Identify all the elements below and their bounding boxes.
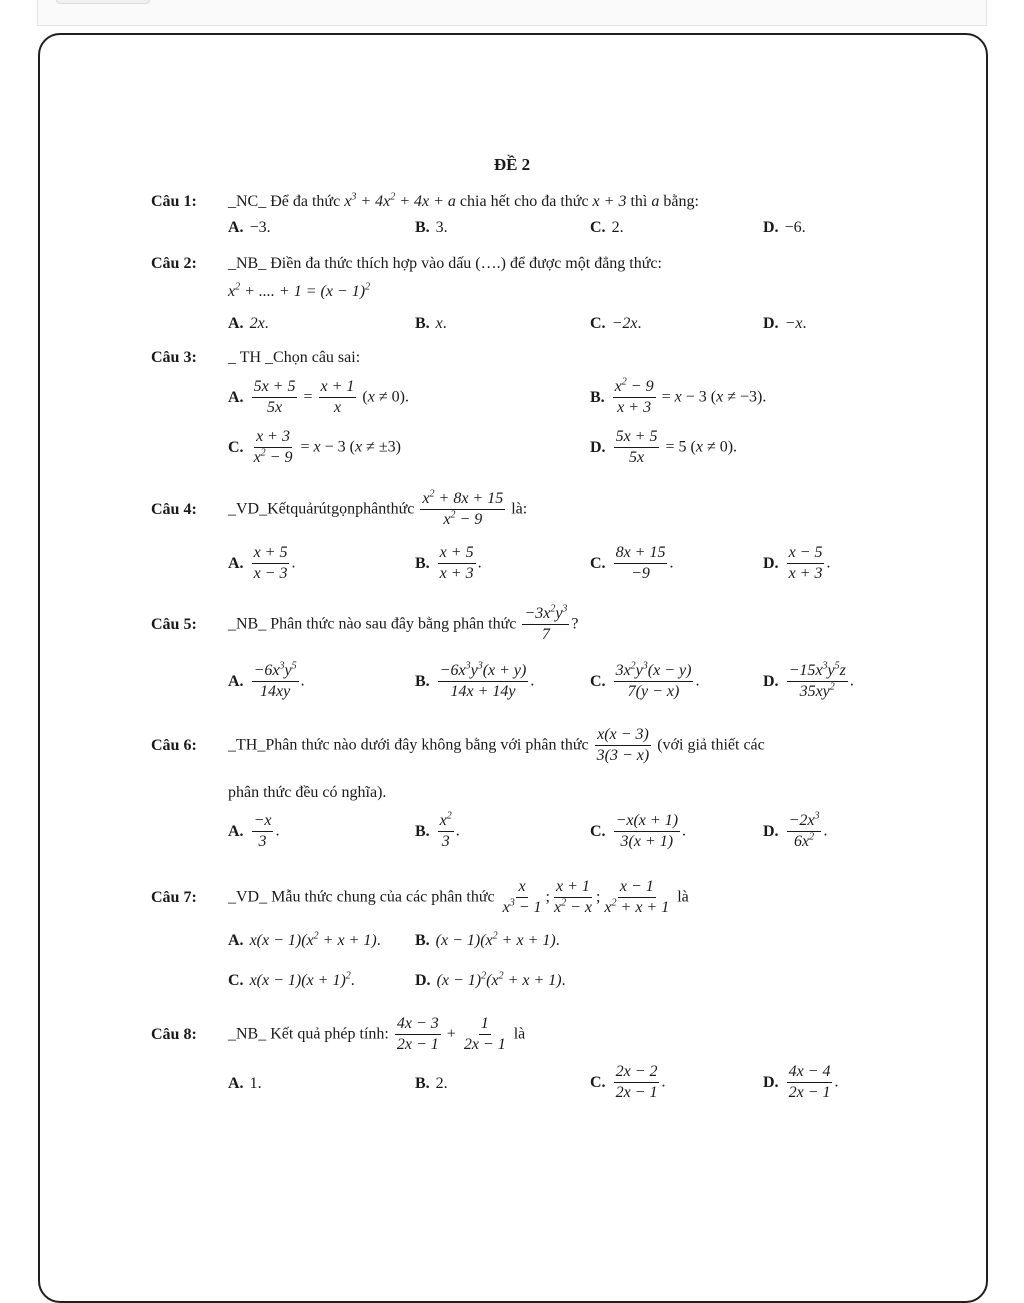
option-c[interactable]: C. $\frac{3x^2y^3(x - y)}{7(y - x)}$ . [590, 660, 700, 701]
option-d[interactable]: D. $(x - 1)^2(x^2 + x + 1)$. [415, 970, 566, 989]
question-8: Câu 8: _NB_ Kết quả phép tính: $\frac{4x - 3}{2x - 1}$ + $\frac{1}{2x - 1}$ là [151, 1015, 526, 1054]
question-label: Câu 2: [151, 255, 197, 272]
option-b[interactable]: B. $\frac{-6x^3y^3(x + y)}{14x + 14y}$ . [415, 660, 535, 701]
toolbar-tab[interactable] [56, 0, 150, 4]
option-c[interactable]: C. $\frac{x + 3}{x^2 - 9}$ = x − 3 (x ≠ ±3) [228, 428, 401, 467]
question-5: Câu 5: _NB_ Phân thức nào sau đây bằng phân thức $\frac{-3x^2y^3}{7}$ ? [151, 603, 579, 644]
question-label: Câu 5: [151, 615, 197, 633]
question-2: Câu 2: _NB_ Điền đa thức thích hợp vào dấu (….) để được một đẳng thức: [151, 255, 662, 272]
option-c[interactable]: C. $x(x - 1)(x + 1)^2$. [228, 970, 355, 989]
option-c[interactable]: C. −2x. [590, 315, 642, 332]
option-a[interactable]: A. $\frac{-x}{3}$ . [228, 812, 280, 851]
option-b[interactable]: B. x. [415, 315, 447, 332]
question-4: Câu 4: _VD_Kếtquảrútgọnphânthức $\frac{x^2 + 8x + 15}{x^2 - 9}$ là: [151, 488, 528, 529]
option-c[interactable]: C. $\frac{-x(x + 1)}{3(x + 1)}$ . [590, 812, 687, 851]
option-d[interactable]: D. $\frac{-15x^3y^5z}{35xy^2}$ . [763, 660, 854, 701]
top-toolbar [37, 0, 987, 26]
option-a[interactable]: A. 2x. [228, 315, 269, 332]
option-d[interactable]: D. $\frac{x - 5}{x + 3}$ . [763, 544, 831, 583]
option-b[interactable]: B. $\frac{x + 5}{x + 3}$ . [415, 544, 482, 583]
question-6: Câu 6: _TH_Phân thức nào dưới đây không bằng với phân thức $\frac{x(x - 3)}{3(3 - x)}$ (với giả thiết các [151, 726, 765, 765]
exam-title: ĐỀ 2 [493, 155, 531, 174]
question-label: Câu 4: [151, 500, 197, 518]
question-1: Câu 1: _NC_ Để đa thức $x^3 + 4x^2 + 4x + a$ chia hết cho đa thức x + 3 thì a bằng: [151, 191, 699, 210]
option-a[interactable]: A. $\frac{5x + 5}{5x}$ = $\frac{x + 1}{x}$ (x ≠ 0). [228, 378, 409, 417]
option-b[interactable]: B. $(x - 1)(x^2 + x + 1)$. [415, 930, 560, 949]
question-label: Câu 3: [151, 349, 197, 366]
question-2-expression: $x^2$ + .... + $1 = (x - 1)^2$ [228, 281, 371, 300]
option-a[interactable]: A. −3. [228, 219, 271, 236]
option-b[interactable]: B. 3. [415, 219, 448, 236]
option-d[interactable]: D. $\frac{5x + 5}{5x}$ = 5 (x ≠ 0). [590, 428, 738, 467]
option-c[interactable]: C. $\frac{2x - 2}{2x - 1}$ . [590, 1063, 666, 1102]
option-c[interactable]: C. 2. [590, 219, 624, 236]
option-c[interactable]: C. $\frac{8x + 15}{-9}$ . [590, 544, 674, 583]
option-b[interactable]: B. 2. [415, 1075, 448, 1092]
option-a[interactable]: A. $\frac{x + 5}{x - 3}$ . [228, 544, 296, 583]
question-label: Câu 8: [151, 1025, 197, 1043]
option-a[interactable]: A. $x(x - 1)(x^2 + x + 1)$. [228, 930, 381, 949]
question-6-continuation: phân thức đều có nghĩa). [228, 784, 387, 801]
option-b[interactable]: B. $\frac{x^2 - 9}{x + 3}$ = x − 3 (x ≠ −3). [590, 376, 767, 417]
question-label: Câu 1: [151, 193, 197, 210]
option-d[interactable]: D. −6. [763, 219, 806, 236]
option-a[interactable]: A. $\frac{-6x^3y^5}{14xy}$ . [228, 660, 305, 701]
option-a[interactable]: A. 1. [228, 1075, 262, 1092]
option-b[interactable]: B. $\frac{x^2}{3}$ . [415, 810, 460, 851]
option-d[interactable]: D. $\frac{-2x^3}{6x^2}$ . [763, 810, 828, 851]
question-label: Câu 7: [151, 888, 197, 906]
question-label: Câu 6: [151, 736, 197, 754]
option-d[interactable]: D. −x. [763, 315, 807, 332]
option-d[interactable]: D. $\frac{4x - 4}{2x - 1}$ . [763, 1063, 839, 1102]
question-7: Câu 7: _VD_ Mẫu thức chung của các phân thức $\frac{x}{x^3 - 1}$ ; $\frac{x + 1}{x^2 - x}$ ; $\frac{x - 1}{x^2 + x + 1}$ là [151, 878, 689, 917]
question-3: Câu 3: _ TH _Chọn câu sai: [151, 349, 361, 366]
